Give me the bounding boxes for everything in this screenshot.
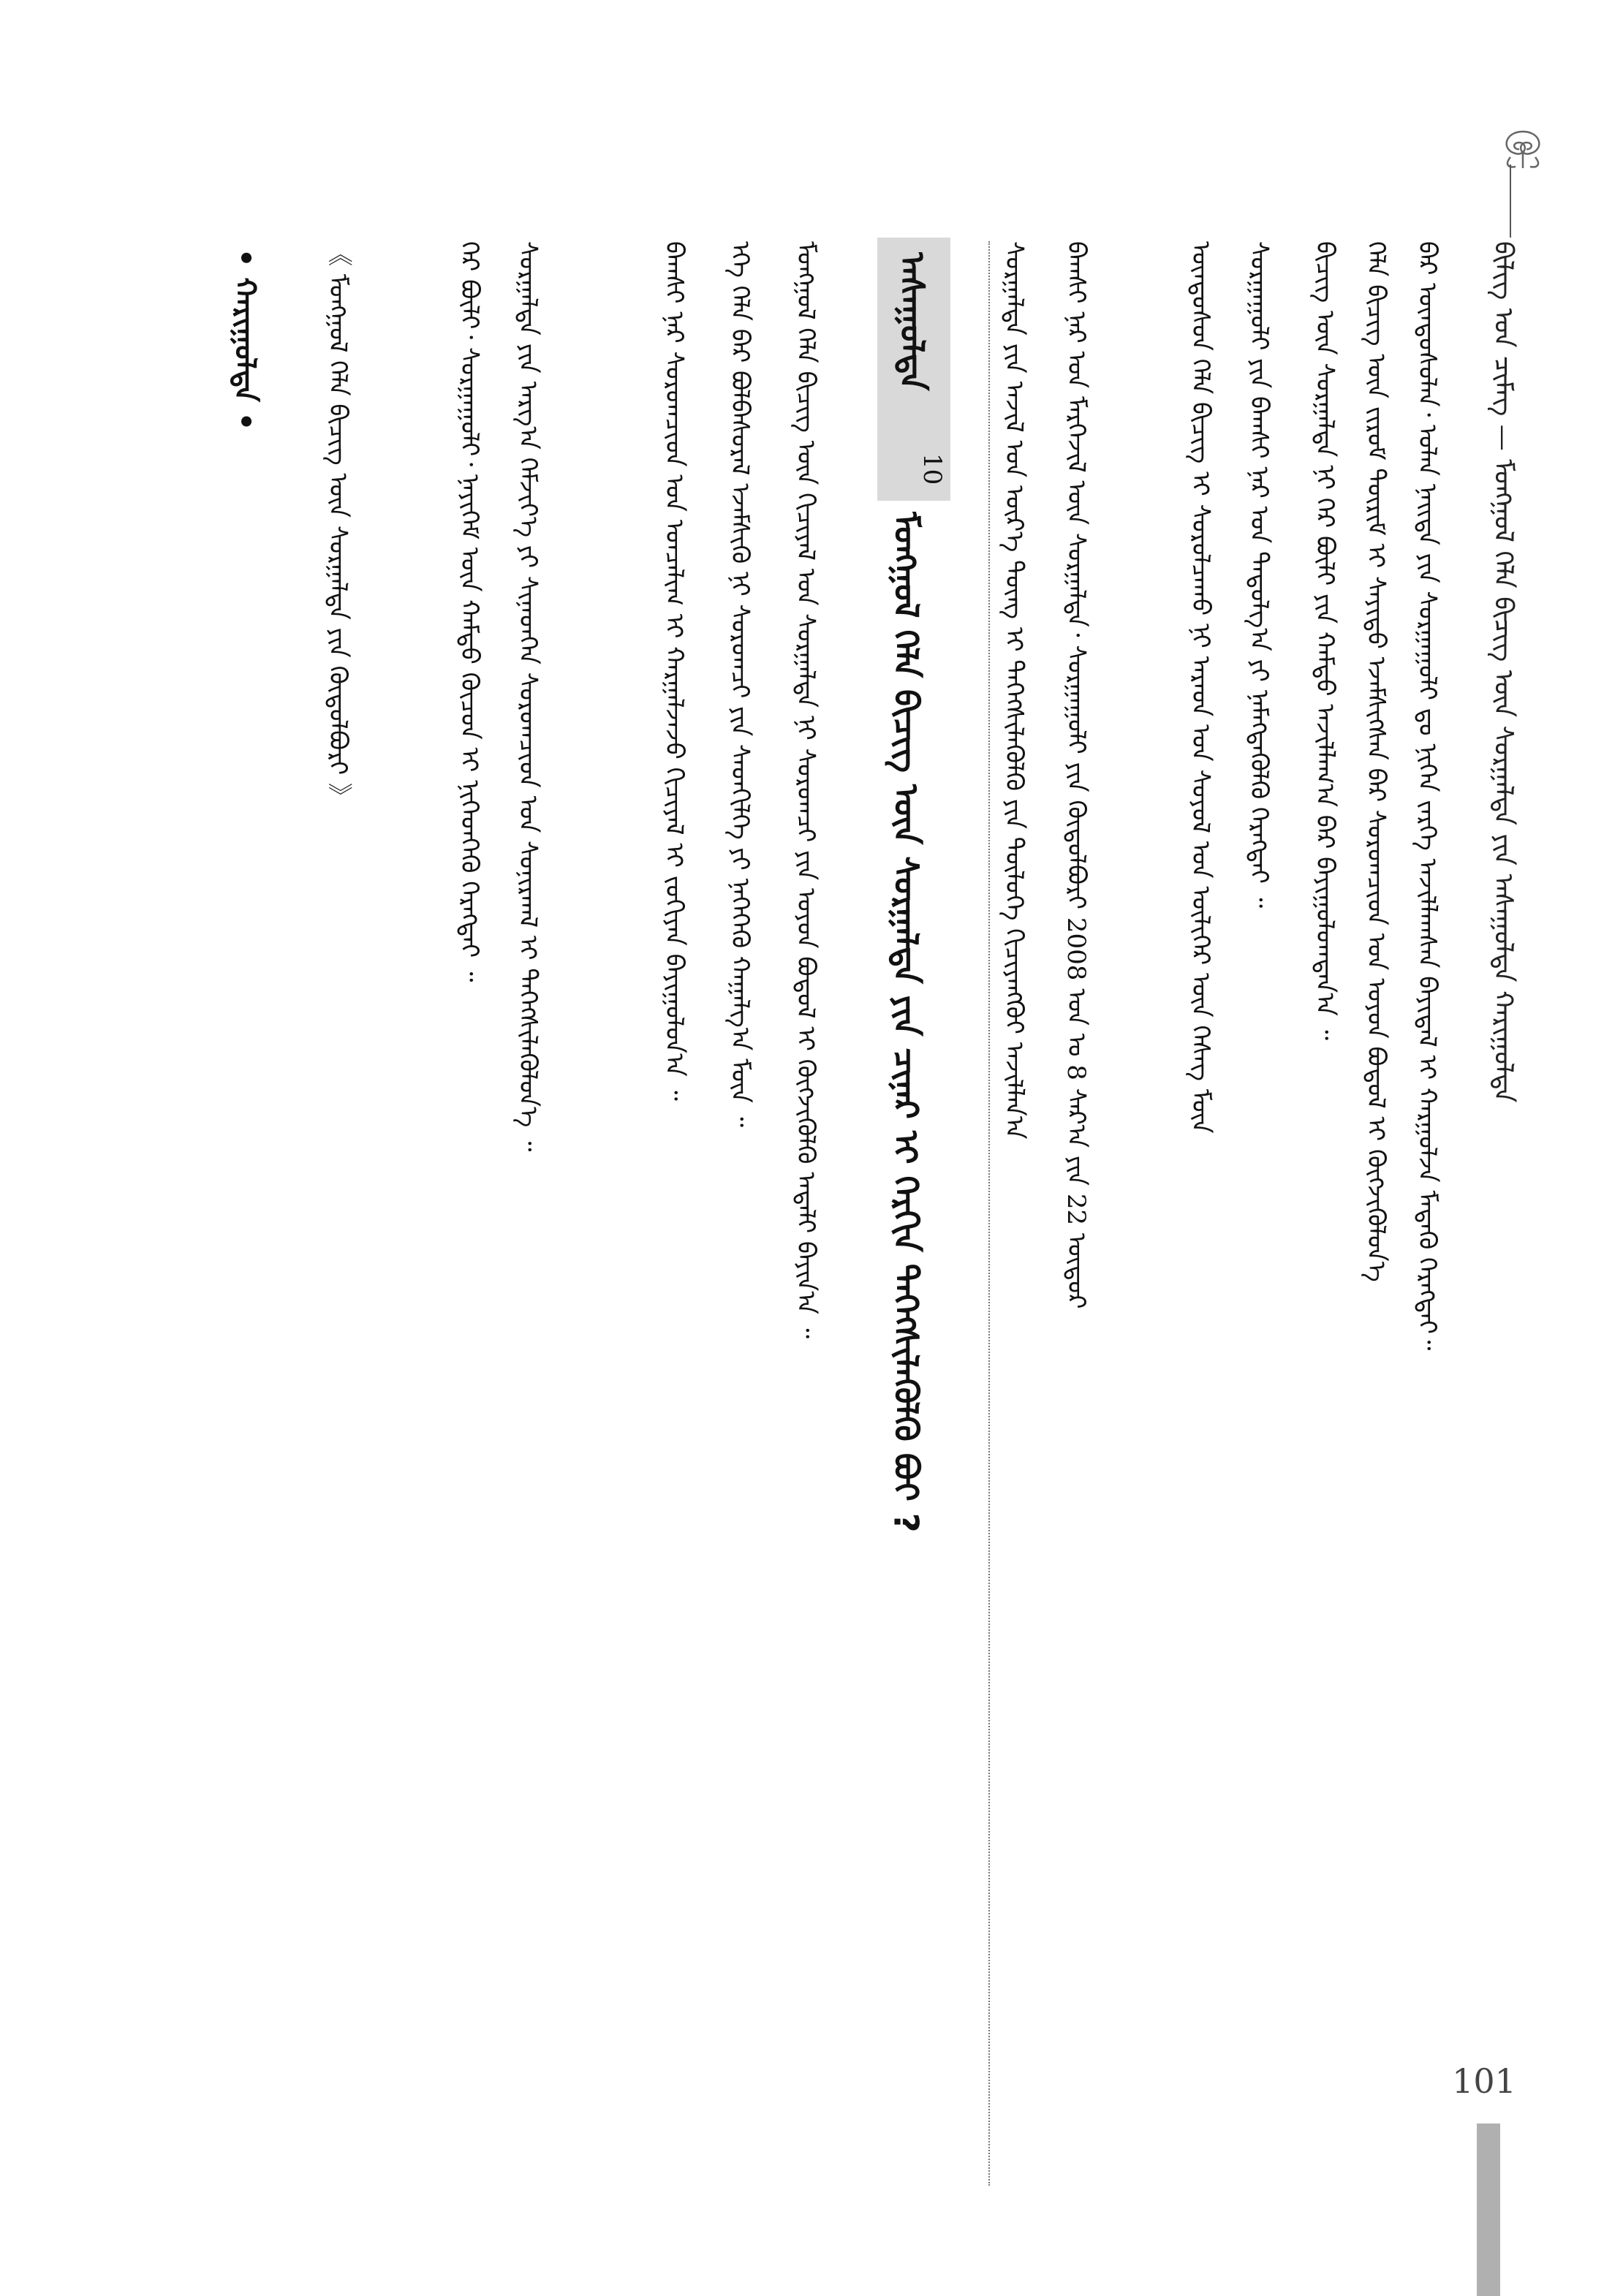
- running-header: ᠪᠢᠯᠢᠭ ᠤᠨ ᠴᠢᠮᠡᠭ — ᠮᠤᠩᠭᠤᠯ ᠬᠡᠯᠡ ᠪᠢᠴᠢᠭ ᠦᠨ ᠰᠤᠷᠭᠠᠯᠲᠠ ᠶᠢᠨ ᠠᠰᠠᠭᠤᠯᠲᠠ ᠬᠠᠷᠢᠭᠤᠯᠲᠠ: [1488, 241, 1518, 1103]
- paragraph-column: ᠪᠠᠭᠰᠢ ᠨᠠᠷ ᠰᠤᠷᠤᠭᠴᠢᠳ ᠤᠨ ᠣᠨᠴᠠᠯᠢᠭ ᠢ ᠬᠠᠷᠭᠠᠯᠵᠠᠵᠤ ᠬᠢᠴᠢᠶᠡᠯ ᠢ ᠵᠣᠬᠢᠶᠠᠨ ᠪᠠᠶᠢᠭᠤᠯᠤᠨ᠎ᠠ ᠃: [659, 241, 689, 1101]
- page-edge-tab: [1477, 2123, 1500, 2296]
- body-column: ᠪᠠᠭᠰᠢ ᠨᠠᠷ ᠤᠨ ᠮᠡᠷᠭᠡᠵᠢᠯ ᠦᠨ ᠰᠤᠷᠭᠠᠯᠲᠠ᠂ ᠰᠤᠷᠭᠠᠭᠤᠯᠢ ᠶᠢᠨ ᠬᠥᠲᠦᠯᠪᠦᠷᠢ 2008 ᠣᠨ ᠤ 8 ᠰᠠᠷ᠎ᠠ ᠶᠢᠨ 22 ᠦᠳᠦᠷ: [1062, 241, 1092, 1309]
- paragraph-column: ᠭᠡᠷ ᠪᠦᠯᠢ᠂ ᠰᠤᠷᠭᠠᠭᠤᠯᠢ᠂ ᠨᠡᠶᠢᠭᠡᠮ ᠦᠨ ᠬᠠᠮᠲᠤ ᠬᠦᠴᠦᠨ ᠢ ᠨᠢᠭᠡᠳᠭᠡᠬᠦ ᠬᠡᠷᠡᠭᠲᠡᠶ ᠃: [455, 241, 485, 982]
- section-heading-label: ᠠᠰᠠᠭᠤᠯᠲᠠ: [893, 252, 932, 391]
- body-column: ᠪᠢᠴᠢᠭ ᠦᠨ ᠰᠤᠷᠭᠠᠯᠲᠠ ᠨᠢ ᠭᠡᠷ ᠪᠦᠯᠢ ᠶᠢᠨ ᠬᠠᠮᠲᠤ ᠠᠵᠢᠯᠯᠠᠭ᠎ᠠ ᠪᠡᠷ ᠪᠠᠶᠢᠭᠤᠯᠤᠭᠳᠠᠨ᠎ᠠ ᠃: [1310, 241, 1340, 1040]
- section-divider: [988, 241, 990, 2186]
- section-title: ᠮᠤᠩᠭᠤᠯ ᠬᠡᠯᠡ ᠪᠢᠴᠢᠭ ᠦᠨ ᠰᠤᠷᠭᠠᠯᠲᠠ ᠶᠢᠨ ᠴᠢᠨᠠᠷ ᠢ ᠬᠡᠷᠬᠢᠨ ᠳᠡᠭᠡᠭᠰᠢᠯᠡᠭᠦᠯᠬᠦ ᠪᠤᠢ ?: [886, 512, 926, 1533]
- bullet-heading: • ᠬᠠᠷᠢᠭᠤᠯᠲᠠ •: [228, 249, 262, 431]
- section-number: 10: [918, 453, 947, 485]
- ornament-icon: [1483, 124, 1563, 234]
- paragraph-column: ᠰᠤᠷᠭᠠᠯᠲᠠ ᠶᠢᠨ ᠠᠷᠭ᠎ᠠ ᠬᠡᠮᠵᠢᠶ᠎ᠡ ᠶᠢ ᠰᠢᠨᠡᠳᠭᠡᠨ ᠰᠤᠷᠤᠭᠴᠢᠳ ᠤᠨ ᠰᠣᠨᠢᠷᠬᠠᠯ ᠢ ᠳᠡᠭᠡᠭᠰᠢᠯᠡᠭᠦᠯᠦᠨ᠎ᠡ ᠃: [513, 241, 543, 1152]
- paragraph-column: ᠡᠬᠡ ᠬᠡᠯᠡ ᠪᠡᠷ ᠪᠤᠯᠪᠠᠰᠤᠷᠠᠯ ᠡᠵᠡᠮᠰᠢᠬᠦ ᠨᠢ ᠰᠤᠷᠤᠭᠴᠢ ᠶᠢᠨ ᠰᠡᠳᠬᠢᠯᠭᠡ ᠶᠢ ᠨᠡᠭᠡᠭᠡᠬᠦ ᠬᠠᠭᠠᠯᠭ᠎ᠠ ᠮᠦᠨ ᠃: [725, 241, 755, 1128]
- page-number: 101: [1452, 2061, 1516, 2101]
- body-column: ᠰᠤᠷᠭᠠᠭᠤᠯᠢ ᠶᠢᠨ ᠪᠠᠭᠰᠢ ᠨᠠᠷ ᠤᠨ ᠳᠠᠳᠤᠯᠭ᠎ᠠ ᠶᠢ ᠨᠡᠮᠡᠭᠳᠡᠬᠦᠯᠬᠦ ᠬᠡᠷᠡᠭᠲᠡᠶ ᠃: [1244, 241, 1274, 909]
- paragraph-column: 《 ᠮᠤᠩᠭᠤᠯ ᠬᠡᠯᠡ ᠪᠢᠴᠢᠭ ᠦᠨ ᠰᠤᠷᠭᠠᠯᠲᠠ ᠶᠢᠨ ᠬᠥᠲᠦᠯᠪᠦᠷᠢ 》: [323, 241, 353, 808]
- header-rule: [1510, 164, 1511, 238]
- body-column: ᠪᠠᠷ ᠦᠨᠳᠦᠰᠦᠯᠡᠨ᠂ ᠣᠯᠠᠨ ᠨᠡᠢᠲᠡ ᠶᠢᠨ ᠰᠤᠷᠭᠠᠭᠤᠯᠢ ᠳᠤ ᠨᠢᠭᠡᠨ ᠵᠡᠷᠭᠡ ᠠᠵᠢᠯᠯᠠᠭᠰᠠᠨ ᠪᠠᠶᠢᠳᠠᠯ ᠢ ᠬᠠᠷᠭᠤᠯᠵᠠ ᠮᠡᠳᠡᠬᠦ ᠬᠡᠷᠡᠭᠲᠡᠶ᠃: [1412, 241, 1442, 1351]
- paragraph-column: ᠮᠤᠩᠭᠤᠯ ᠬᠡᠯᠡ ᠪᠢᠴᠢᠭ ᠦᠨ ᠬᠢᠴᠢᠶᠡᠯ ᠤᠨ ᠰᠤᠷᠭᠠᠯᠲᠠ ᠨᠢ ᠰᠤᠷᠤᠭᠴᠢ ᠶᠢᠨ ᠤᠶᠤᠨ ᠪᠤᠳᠤᠯ ᠢ ᠬᠥᠭᠵᠢᠭᠦᠯᠬᠦ ᠠᠳᠠᠯᠢ ᠪᠠᠶᠢᠨ᠎ᠠ ᠃: [791, 241, 821, 1339]
- body-column: ᠦᠨᠳᠦᠰᠦᠨ ᠬᠡᠯᠡ ᠪᠢᠴᠢᠭ ᠢ ᠰᠤᠷᠤᠯᠴᠠᠬᠤ ᠨᠢ ᠠᠷᠠᠳ ᠤᠨ ᠰᠣᠶᠣᠯ ᠤᠨ ᠦᠯᠢᠭᠡᠷ ᠦᠨ ᠬᠡᠰᠡᠭ ᠮᠦᠨ: [1186, 241, 1216, 1134]
- body-column: ᠰᠤᠷᠭᠠᠯᠲᠠ ᠶᠢᠨ ᠠᠵᠢᠯ ᠤᠨ ᠦᠷ᠎ᠡ ᠳᠦᠩ ᠢ ᠳᠡᠭᠡᠭᠰᠢᠯᠡᠭᠦᠯᠬᠦ ᠶᠢᠨ ᠲᠥᠯᠥᠭᠡ ᠬᠢᠴᠢᠶᠡᠩᠭᠦᠢ ᠠᠵᠢᠯᠯᠠᠨ᠎ᠠ: [999, 241, 1029, 1140]
- body-column: ᠬᠡᠯᠡ ᠪᠢᠴᠢᠭ ᠦᠨ ᠵᠢᠷᠤᠮ ᠳᠦᠷᠢᠮ ᠢ ᠰᠠᠶᠢᠲᠤ ᠡᠵᠡᠮᠰᠢᠭᠰᠡᠨ ᠪᠡᠷ ᠰᠤᠷᠤᠭᠴᠢᠳ ᠤᠨ ᠤᠶᠤᠨ ᠪᠤᠳᠤᠯ ᠢ ᠬᠥᠭᠵᠢᠭᠦᠯᠦᠨ᠎ᠡ: [1361, 241, 1391, 1282]
